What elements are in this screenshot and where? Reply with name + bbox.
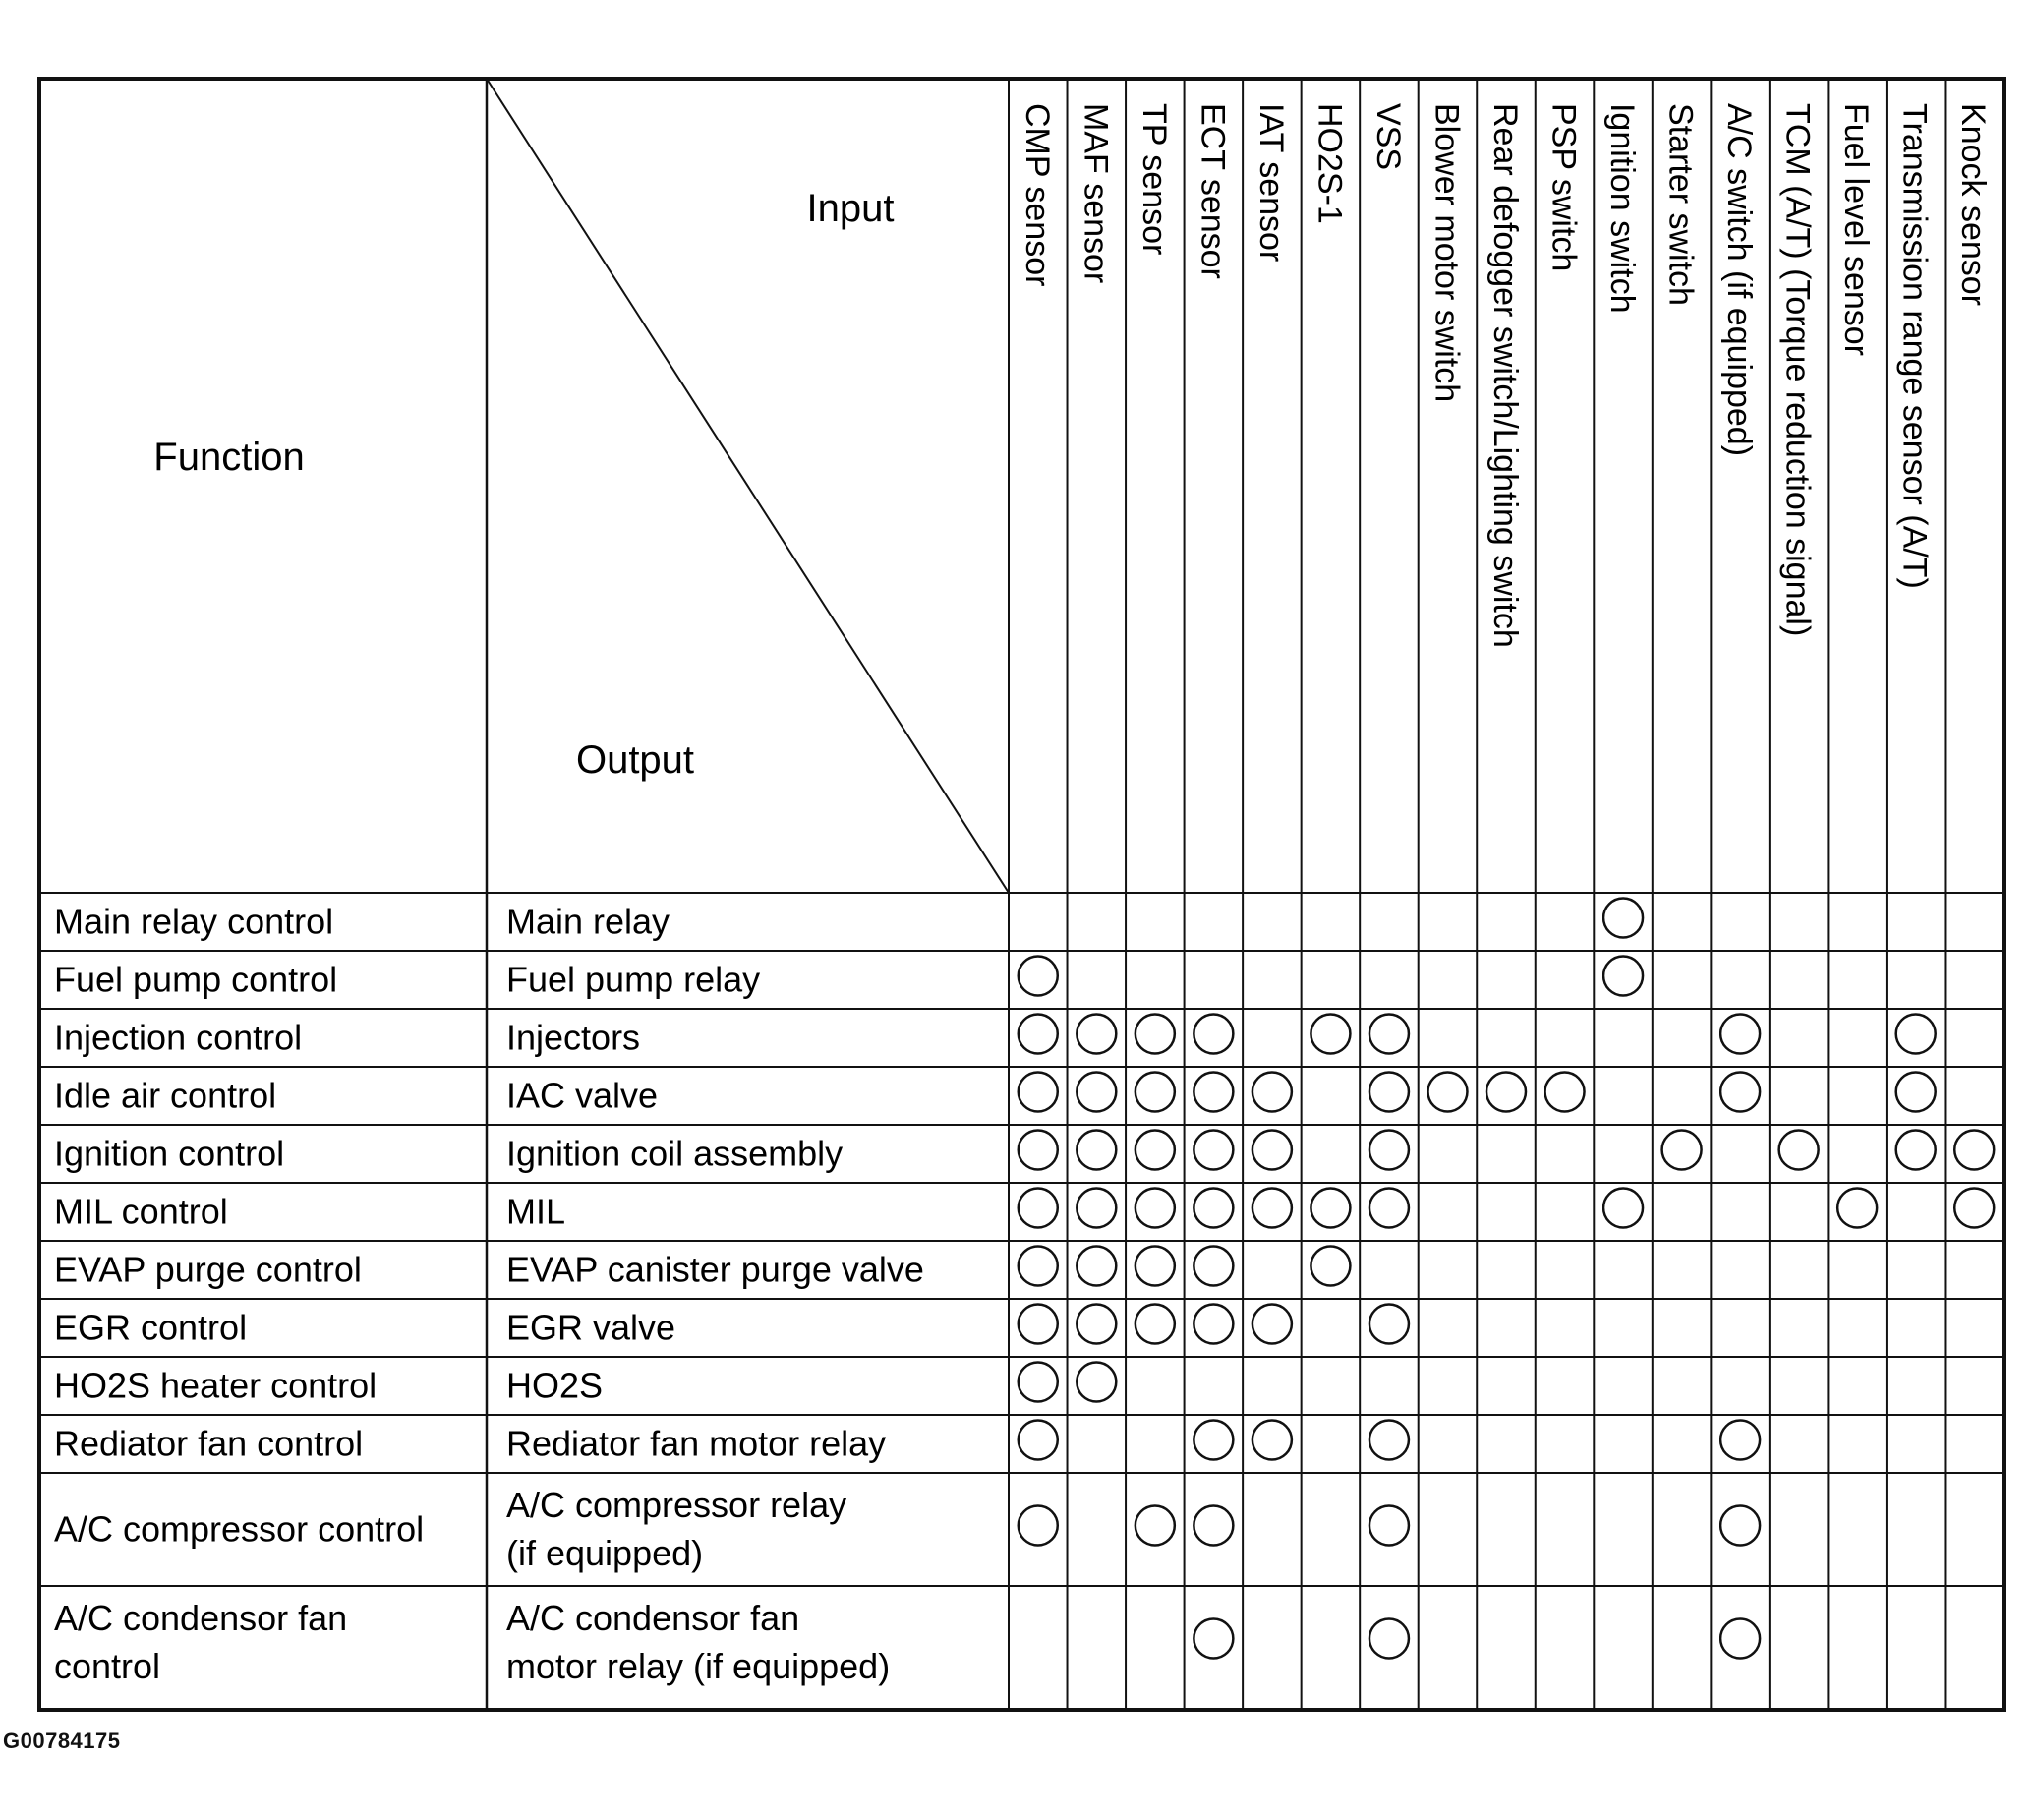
mark-circle: [1954, 1131, 1994, 1170]
mark-circle: [1662, 1131, 1702, 1170]
mark-circle: [1194, 1015, 1233, 1054]
mark-circle: [1603, 957, 1643, 996]
output-label: Injectors: [506, 1017, 641, 1058]
input-column-label: A/C switch (if equipped): [1720, 103, 1759, 457]
mark-circle: [1545, 1073, 1585, 1112]
mark-circle: [1369, 1131, 1409, 1170]
mark-circle: [1896, 1073, 1936, 1112]
input-column-label: Ignition switch: [1603, 103, 1642, 314]
function-label: control: [54, 1646, 161, 1686]
output-label: EVAP canister purge valve: [506, 1249, 924, 1290]
figure-id: G00784175: [3, 1729, 121, 1753]
mark-circle: [1019, 1247, 1058, 1286]
input-column-label: Fuel level sensor: [1837, 103, 1876, 357]
mark-circle: [1136, 1131, 1175, 1170]
mark-circle: [1136, 1073, 1175, 1112]
mark-circle: [1077, 1189, 1116, 1228]
mark-circle: [1427, 1073, 1467, 1112]
output-label: IAC valve: [506, 1075, 659, 1116]
function-label: Main relay control: [54, 901, 334, 942]
input-column-label: Blower motor switch: [1427, 103, 1466, 403]
input-column-headers: [1019, 103, 1992, 648]
mark-circle: [1194, 1305, 1233, 1344]
output-header: Output: [575, 738, 695, 782]
input-column-label: MAF sensor: [1077, 103, 1115, 284]
function-label: EVAP purge control: [54, 1249, 362, 1290]
mark-circle: [1077, 1247, 1116, 1286]
mark-circle: [1194, 1421, 1233, 1460]
mark-circle: [1720, 1506, 1760, 1546]
mark-circle: [1019, 1305, 1058, 1344]
mark-circle: [1369, 1305, 1409, 1344]
mark-circle: [1019, 1421, 1058, 1460]
table-header: [153, 187, 894, 782]
input-column-label: TCM (A/T) (Torque reduction signal): [1778, 103, 1817, 637]
function-label: Idle air control: [54, 1075, 277, 1116]
mark-circle: [1253, 1421, 1292, 1460]
mark-circle: [1077, 1131, 1116, 1170]
mark-circle: [1077, 1363, 1116, 1402]
mark-circle: [1369, 1421, 1409, 1460]
mark-circle: [1720, 1015, 1760, 1054]
input-column-label: IAT sensor: [1252, 103, 1290, 263]
mark-circle: [1077, 1015, 1116, 1054]
mark-circle: [1136, 1015, 1175, 1054]
input-column-label: VSS: [1369, 103, 1407, 171]
input-column-label: Rear defogger switch/Lighting switch: [1486, 103, 1524, 648]
mark-circle: [1136, 1189, 1175, 1228]
mark-circle: [1720, 1421, 1760, 1460]
mark-circle: [1019, 1363, 1058, 1402]
mark-circle: [1720, 1619, 1760, 1659]
mark-circle: [1136, 1247, 1175, 1286]
input-column-label: Starter switch: [1661, 103, 1700, 306]
mark-circle: [1019, 1131, 1058, 1170]
mark-circle: [1019, 1015, 1058, 1054]
mark-circle: [1253, 1189, 1292, 1228]
function-label: EGR control: [54, 1307, 248, 1348]
mark-circle: [1253, 1305, 1292, 1344]
mark-circle: [1019, 1506, 1058, 1546]
mark-circle: [1019, 1189, 1058, 1228]
header-diagonal: [487, 79, 1009, 893]
mark-circle: [1194, 1073, 1233, 1112]
output-label: Rediator fan motor relay: [506, 1423, 887, 1464]
input-column-label: Knock sensor: [1954, 103, 1993, 306]
mark-circle: [1369, 1073, 1409, 1112]
function-label: Injection control: [54, 1017, 303, 1058]
output-label: motor relay (if equipped): [506, 1646, 891, 1686]
function-label: MIL control: [54, 1191, 228, 1232]
output-label: Fuel pump relay: [506, 959, 761, 1000]
mark-circle: [1253, 1131, 1292, 1170]
function-label: HO2S heater control: [54, 1365, 378, 1406]
mark-circle: [1369, 1619, 1409, 1659]
input-column-label: CMP sensor: [1018, 103, 1056, 287]
mark-circle: [1194, 1506, 1233, 1546]
function-label: A/C compressor control: [54, 1508, 425, 1550]
table-grid: [39, 79, 2004, 1710]
output-label: A/C compressor relay: [506, 1485, 847, 1525]
output-label: Ignition coil assembly: [506, 1133, 844, 1174]
function-label: Fuel pump control: [54, 959, 338, 1000]
mark-circle: [1311, 1189, 1350, 1228]
mark-circle: [1954, 1189, 1994, 1228]
input-column-label: PSP switch: [1544, 103, 1583, 272]
mark-circle: [1369, 1015, 1409, 1054]
mark-circle: [1077, 1305, 1116, 1344]
mark-circle: [1486, 1073, 1526, 1112]
input-column-label: HO2S-1: [1311, 103, 1349, 224]
mark-circle: [1369, 1189, 1409, 1228]
table-border: [39, 79, 2004, 1710]
input-column-label: TP sensor: [1135, 103, 1173, 256]
function-label: Rediator fan control: [54, 1423, 364, 1464]
mark-circle: [1779, 1131, 1819, 1170]
input-header: Input: [806, 187, 895, 230]
mark-circle: [1019, 1073, 1058, 1112]
function-label: A/C condensor fan: [54, 1598, 348, 1638]
mark-circle: [1194, 1189, 1233, 1228]
mark-circle: [1194, 1247, 1233, 1286]
function-header: Function: [153, 436, 305, 479]
circle-marks: [1019, 899, 1994, 1659]
mark-circle: [1603, 1189, 1643, 1228]
output-label: MIL: [506, 1191, 566, 1232]
input-column-label: Transmission range sensor (A/T): [1895, 103, 1934, 589]
function-label: Ignition control: [54, 1133, 285, 1174]
mark-circle: [1896, 1131, 1936, 1170]
output-label: (if equipped): [506, 1533, 704, 1573]
mark-circle: [1837, 1189, 1877, 1228]
mark-circle: [1253, 1073, 1292, 1112]
output-label: Main relay: [506, 901, 670, 942]
mark-circle: [1603, 899, 1643, 938]
table-rows: [54, 902, 924, 1687]
mark-circle: [1311, 1015, 1350, 1054]
mark-circle: [1896, 1015, 1936, 1054]
mark-circle: [1136, 1506, 1175, 1546]
mark-circle: [1194, 1619, 1233, 1659]
output-label: A/C condensor fan: [506, 1598, 800, 1638]
mark-circle: [1311, 1247, 1350, 1286]
mark-circle: [1369, 1506, 1409, 1546]
mark-circle: [1019, 957, 1058, 996]
mark-circle: [1136, 1305, 1175, 1344]
mark-circle: [1720, 1073, 1760, 1112]
input-column-label: ECT sensor: [1194, 103, 1232, 279]
mark-circle: [1194, 1131, 1233, 1170]
output-label: HO2S: [506, 1365, 604, 1406]
output-label: EGR valve: [506, 1307, 676, 1348]
mark-circle: [1077, 1073, 1116, 1112]
